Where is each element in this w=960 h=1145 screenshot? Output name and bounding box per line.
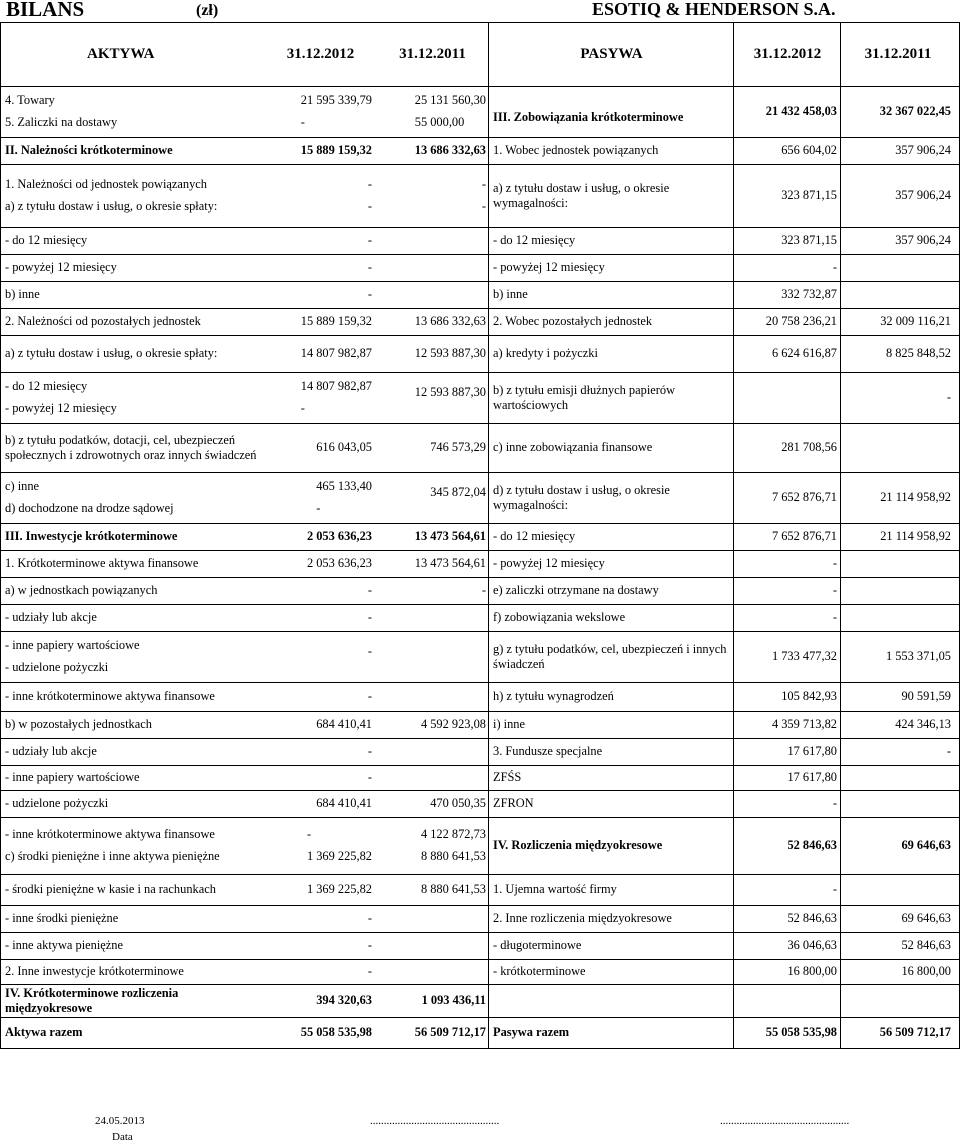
table-row bbox=[0, 791, 960, 818]
table-row bbox=[0, 473, 960, 524]
aktywa-value-2012: - bbox=[367, 770, 372, 784]
pasywa-date2-header: 31.12.2011 bbox=[841, 23, 960, 86]
pasywa-value-2011 bbox=[841, 424, 960, 472]
aktywa-value-2011: 12 593 887,30 bbox=[375, 336, 489, 372]
aktywa-value-2011: 13 686 332,63 bbox=[375, 138, 489, 164]
aktywa-value-2011: - - bbox=[375, 165, 489, 227]
report-header bbox=[0, 0, 960, 20]
aktywa-label: a) w jednostkach powiązanych bbox=[0, 578, 265, 604]
currency-unit: (zł) bbox=[196, 2, 219, 19]
pasywa-value-2012: 323 871,15 bbox=[733, 228, 841, 254]
pasywa-value-2011 bbox=[841, 766, 960, 790]
pasywa-value-2011: 16 800,00 bbox=[841, 960, 960, 984]
aktywa-value-2012: 465 133,40 - bbox=[316, 479, 372, 515]
aktywa-value-2011 bbox=[375, 933, 489, 959]
aktywa-label: b) w pozostałych jednostkach bbox=[0, 712, 265, 738]
aktywa-value-2011 bbox=[375, 683, 489, 711]
pasywa-value-2012: 6 624 616,87 bbox=[733, 336, 841, 372]
aktywa-value-2011 bbox=[375, 228, 489, 254]
pasywa-value-2011 bbox=[841, 791, 960, 817]
aktywa-value-2011 bbox=[375, 255, 489, 281]
table-row bbox=[0, 739, 960, 766]
aktywa-label: - udziały lub akcje bbox=[0, 605, 265, 631]
table-row bbox=[0, 985, 960, 1018]
aktywa-value-2012: 394 320,63 bbox=[316, 993, 372, 1007]
pasywa-value-2012: 7 652 876,71 bbox=[733, 524, 841, 550]
pasywa-value-2011: 90 591,59 bbox=[841, 683, 960, 711]
pasywa-value-2012: 52 846,63 bbox=[733, 818, 841, 874]
aktywa-value-2012: 1 369 225,82 bbox=[306, 882, 372, 896]
pasywa-value-2012: 17 617,80 bbox=[733, 739, 841, 765]
aktywa-label: b) inne bbox=[0, 282, 265, 308]
aktywa-value-2012: - bbox=[367, 287, 372, 301]
pasywa-date1-header: 31.12.2012 bbox=[733, 23, 841, 86]
pasywa-label: ZFRON bbox=[493, 796, 534, 810]
pasywa-value-2012: - bbox=[733, 255, 841, 281]
pasywa-value-2011: 56 509 712,17 bbox=[841, 1018, 960, 1048]
aktywa-label: - powyżej 12 miesięcy bbox=[0, 255, 265, 281]
pasywa-label: 1. Wobec jednostek powiązanych bbox=[493, 143, 659, 157]
pasywa-value-2012: 21 432 458,03 bbox=[733, 87, 841, 137]
table-row bbox=[0, 683, 960, 712]
company-name: ESOTIQ & HENDERSON S.A. bbox=[592, 0, 836, 19]
pasywa-label: c) inne zobowiązania finansowe bbox=[493, 440, 653, 454]
aktywa-label: a) z tytułu dostaw i usług, o okresie spłaty: bbox=[0, 336, 265, 372]
pasywa-value-2011: - bbox=[841, 373, 960, 423]
table-row bbox=[0, 906, 960, 933]
table-row bbox=[0, 255, 960, 282]
aktywa-label: - inne krótkoterminowe aktywa finansowe c) środki pieniężne i inne aktywa pieniężne bbox=[0, 818, 265, 874]
pasywa-label bbox=[489, 985, 733, 1017]
pasywa-value-2011: 357 906,24 bbox=[841, 228, 960, 254]
pasywa-value-2011: 52 846,63 bbox=[841, 933, 960, 959]
aktywa-label: - inne środki pieniężne bbox=[0, 906, 265, 932]
pasywa-label: a) kredyty i pożyczki bbox=[493, 346, 598, 360]
table-row bbox=[0, 282, 960, 309]
aktywa-value-2012: - bbox=[367, 938, 372, 952]
balance-sheet-table bbox=[0, 22, 960, 1049]
pasywa-value-2011: 1 553 371,05 bbox=[841, 632, 960, 682]
footer bbox=[0, 1112, 960, 1145]
pasywa-label: a) z tytułu dostaw i usług, o okresie wymagalności: bbox=[493, 180, 670, 210]
pasywa-value-2012: 52 846,63 bbox=[733, 906, 841, 932]
pasywa-label: IV. Rozliczenia międzyokresowe bbox=[493, 838, 663, 852]
pasywa-value-2011: - bbox=[841, 739, 960, 765]
aktywa-value-2012: 14 807 982,87 - bbox=[300, 379, 372, 415]
pasywa-value-2011 bbox=[841, 255, 960, 281]
aktywa-value-2011: - bbox=[375, 578, 489, 604]
table-row bbox=[0, 578, 960, 605]
aktywa-label: - inne papiery wartościowe bbox=[0, 766, 265, 790]
pasywa-value-2011: 357 906,24 bbox=[841, 138, 960, 164]
aktywa-value-2011: 4 122 872,73 8 880 641,53 bbox=[375, 818, 489, 874]
table-row bbox=[0, 551, 960, 578]
pasywa-value-2012: 4 359 713,82 bbox=[733, 712, 841, 738]
pasywa-label: ZFŚS bbox=[493, 770, 522, 784]
table-row bbox=[0, 605, 960, 632]
aktywa-value-2011: 56 509 712,17 bbox=[375, 1018, 489, 1048]
pasywa-label: - długoterminowe bbox=[493, 938, 582, 952]
aktywa-value-2012: - bbox=[367, 583, 372, 597]
aktywa-value-2011 bbox=[375, 632, 489, 682]
aktywa-value-2011: 345 872,04 bbox=[375, 473, 489, 523]
aktywa-value-2012: - - bbox=[367, 177, 372, 213]
table-row bbox=[0, 818, 960, 875]
aktywa-value-2011 bbox=[375, 960, 489, 984]
aktywa-label: IV. Krótkoterminowe rozliczenia międzyokresowe bbox=[0, 985, 265, 1017]
aktywa-value-2012: 684 410,41 bbox=[316, 796, 372, 810]
pasywa-value-2012: - bbox=[733, 791, 841, 817]
aktywa-value-2012: - bbox=[367, 260, 372, 274]
pasywa-value-2011: 424 346,13 bbox=[841, 712, 960, 738]
pasywa-value-2011: 69 646,63 bbox=[841, 818, 960, 874]
pasywa-value-2012: - bbox=[733, 605, 841, 631]
aktywa-label: - do 12 miesięcy - powyżej 12 miesięcy bbox=[0, 373, 265, 423]
pasywa-value-2011 bbox=[841, 985, 960, 1017]
aktywa-value-2011 bbox=[375, 906, 489, 932]
aktywa-value-2011: 25 131 560,30 55 000,00 bbox=[375, 87, 489, 137]
aktywa-header: AKTYWA bbox=[0, 23, 265, 86]
pasywa-label: b) z tytułu emisji dłużnych papierów wartościowych bbox=[493, 382, 676, 412]
table-row bbox=[0, 712, 960, 739]
aktywa-label: c) inne d) dochodzone na drodze sądowej bbox=[0, 473, 265, 523]
aktywa-value-2012: - bbox=[367, 744, 372, 758]
aktywa-value-2012: 21 595 339,79 - bbox=[300, 93, 372, 129]
aktywa-label: b) z tytułu podatków, dotacji, cel, ubezpieczeń społecznych i zdrowotnych oraz innych świadczeń bbox=[0, 424, 265, 472]
aktywa-label: II. Należności krótkoterminowe bbox=[0, 138, 265, 164]
table-row bbox=[0, 632, 960, 683]
table-row bbox=[0, 138, 960, 165]
aktywa-value-2011: 4 592 923,08 bbox=[375, 712, 489, 738]
aktywa-value-2012: 55 058 535,98 bbox=[300, 1025, 372, 1039]
aktywa-label: 1. Należności od jednostek powiązanych a) z tytułu dostaw i usług, o okresie spłaty: bbox=[0, 165, 265, 227]
aktywa-value-2012: 616 043,05 bbox=[316, 440, 372, 454]
aktywa-value-2011: 12 593 887,30 bbox=[375, 373, 489, 423]
pasywa-value-2011: 32 367 022,45 bbox=[841, 87, 960, 137]
pasywa-value-2012: 7 652 876,71 bbox=[733, 473, 841, 523]
aktywa-value-2011: 746 573,29 bbox=[375, 424, 489, 472]
aktywa-value-2012: 684 410,41 bbox=[316, 717, 372, 731]
pasywa-label: - do 12 miesięcy bbox=[493, 233, 576, 247]
table-row bbox=[0, 875, 960, 906]
table-row bbox=[0, 524, 960, 551]
aktywa-label: - udzielone pożyczki bbox=[0, 791, 265, 817]
aktywa-value-2012: - bbox=[367, 964, 372, 978]
aktywa-value-2012: - bbox=[367, 689, 372, 703]
table-row bbox=[0, 1018, 960, 1049]
table-row bbox=[0, 336, 960, 373]
aktywa-value-2012: 2 053 636,23 bbox=[306, 529, 372, 543]
aktywa-label: 2. Inne inwestycje krótkoterminowe bbox=[0, 960, 265, 984]
aktywa-date1-header: 31.12.2012 bbox=[286, 45, 355, 62]
pasywa-value-2011: 8 825 848,52 bbox=[841, 336, 960, 372]
pasywa-label: 2. Wobec pozostałych jednostek bbox=[493, 314, 653, 328]
aktywa-label: Aktywa razem bbox=[0, 1018, 265, 1048]
pasywa-value-2012: 55 058 535,98 bbox=[733, 1018, 841, 1048]
table-row bbox=[0, 165, 960, 228]
pasywa-label: g) z tytułu podatków, cel, ubezpieczeń i innych świadczeń bbox=[493, 641, 727, 671]
aktywa-label: III. Inwestycje krótkoterminowe bbox=[0, 524, 265, 550]
aktywa-value-2011: 13 473 564,61 bbox=[375, 524, 489, 550]
pasywa-value-2011: 32 009 116,21 bbox=[841, 309, 960, 335]
aktywa-value-2012: - bbox=[367, 233, 372, 247]
pasywa-value-2012: - bbox=[733, 578, 841, 604]
aktywa-value-2012: - bbox=[367, 911, 372, 925]
pasywa-value-2011: 69 646,63 bbox=[841, 906, 960, 932]
pasywa-value-2011 bbox=[841, 282, 960, 308]
pasywa-value-2012: 323 871,15 bbox=[733, 165, 841, 227]
aktywa-date2-header: 31.12.2011 bbox=[375, 23, 489, 86]
aktywa-value-2011 bbox=[375, 605, 489, 631]
pasywa-label: d) z tytułu dostaw i usług, o okresie wymagalności: bbox=[493, 482, 670, 512]
table-row bbox=[0, 960, 960, 985]
signature-line-1: ............................................... bbox=[370, 1115, 500, 1127]
pasywa-label: - krótkoterminowe bbox=[493, 964, 586, 978]
pasywa-value-2011: 21 114 958,92 bbox=[841, 473, 960, 523]
pasywa-label: III. Zobowiązania krótkoterminowe bbox=[493, 109, 684, 124]
pasywa-value-2012: 16 800,00 bbox=[733, 960, 841, 984]
aktywa-value-2012: - 1 369 225,82 bbox=[306, 827, 372, 863]
footer-date: 24.05.2013 bbox=[95, 1115, 145, 1127]
pasywa-value-2012: 105 842,93 bbox=[733, 683, 841, 711]
aktywa-value-2012: - bbox=[367, 643, 372, 658]
pasywa-label: e) zaliczki otrzymane na dostawy bbox=[493, 583, 659, 597]
pasywa-label: h) z tytułu wynagrodzeń bbox=[493, 689, 614, 703]
aktywa-value-2012: - bbox=[367, 610, 372, 624]
pasywa-label: - powyżej 12 miesięcy bbox=[493, 556, 605, 570]
pasywa-value-2011 bbox=[841, 875, 960, 905]
pasywa-value-2012: 332 732,87 bbox=[733, 282, 841, 308]
pasywa-label: b) inne bbox=[493, 287, 528, 301]
pasywa-value-2012: 1 733 477,32 bbox=[733, 632, 841, 682]
pasywa-value-2011 bbox=[841, 578, 960, 604]
pasywa-value-2011: 357 906,24 bbox=[841, 165, 960, 227]
table-row bbox=[0, 87, 960, 138]
aktywa-value-2012: 15 889 159,32 bbox=[300, 314, 372, 328]
table-row bbox=[0, 933, 960, 960]
column-header-row bbox=[0, 22, 960, 87]
aktywa-label: 2. Należności od pozostałych jednostek bbox=[0, 309, 265, 335]
pasywa-label: 2. Inne rozliczenia międzyokresowe bbox=[493, 911, 672, 925]
aktywa-label: - udziały lub akcje bbox=[0, 739, 265, 765]
aktywa-label: 4. Towary 5. Zaliczki na dostawy bbox=[0, 87, 265, 137]
pasywa-label: i) inne bbox=[493, 717, 525, 731]
pasywa-label: - do 12 miesięcy bbox=[493, 529, 576, 543]
pasywa-value-2011 bbox=[841, 605, 960, 631]
pasywa-value-2011 bbox=[841, 551, 960, 577]
pasywa-value-2012: - bbox=[733, 875, 841, 905]
report-title: BILANS bbox=[6, 0, 85, 21]
pasywa-label: - powyżej 12 miesięcy bbox=[493, 260, 605, 274]
pasywa-value-2012: 36 046,63 bbox=[733, 933, 841, 959]
pasywa-value-2012 bbox=[733, 373, 841, 423]
aktywa-label: - środki pieniężne w kasie i na rachunkach bbox=[0, 875, 265, 905]
aktywa-value-2011: 13 473 564,61 bbox=[375, 551, 489, 577]
footer-date-label: Data bbox=[112, 1131, 133, 1143]
pasywa-value-2012: 656 604,02 bbox=[733, 138, 841, 164]
aktywa-value-2011: 13 686 332,63 bbox=[375, 309, 489, 335]
table-row bbox=[0, 766, 960, 791]
aktywa-value-2012: 14 807 982,87 bbox=[300, 346, 372, 360]
aktywa-label: - inne krótkoterminowe aktywa finansowe bbox=[0, 683, 265, 711]
pasywa-label: Pasywa razem bbox=[493, 1025, 570, 1039]
pasywa-value-2012: - bbox=[733, 551, 841, 577]
aktywa-label: 1. Krótkoterminowe aktywa finansowe bbox=[0, 551, 265, 577]
pasywa-label: f) zobowiązania wekslowe bbox=[493, 610, 626, 624]
aktywa-value-2011 bbox=[375, 282, 489, 308]
table-row bbox=[0, 424, 960, 473]
pasywa-value-2012: 17 617,80 bbox=[733, 766, 841, 790]
pasywa-label: 1. Ujemna wartość firmy bbox=[493, 882, 617, 896]
aktywa-label: - do 12 miesięcy bbox=[0, 228, 265, 254]
aktywa-value-2012: 15 889 159,32 bbox=[300, 143, 372, 157]
table-body bbox=[0, 87, 960, 1049]
signature-line-2: ............................................... bbox=[720, 1115, 850, 1127]
pasywa-value-2012: 20 758 236,21 bbox=[733, 309, 841, 335]
aktywa-label: - inne papiery wartościowe - udzielone pożyczki bbox=[0, 632, 265, 682]
aktywa-value-2011 bbox=[375, 739, 489, 765]
aktywa-value-2011: 1 093 436,11 bbox=[375, 985, 489, 1017]
aktywa-value-2011 bbox=[375, 766, 489, 790]
pasywa-value-2011: 21 114 958,92 bbox=[841, 524, 960, 550]
aktywa-value-2012: 2 053 636,23 bbox=[306, 556, 372, 570]
pasywa-label: 3. Fundusze specjalne bbox=[493, 744, 603, 758]
pasywa-value-2012: 281 708,56 bbox=[733, 424, 841, 472]
table-row bbox=[0, 309, 960, 336]
aktywa-label: - inne aktywa pieniężne bbox=[0, 933, 265, 959]
aktywa-value-2011: 470 050,35 bbox=[375, 791, 489, 817]
pasywa-value-2012 bbox=[733, 985, 841, 1017]
table-row bbox=[0, 228, 960, 255]
aktywa-value-2011: 8 880 641,53 bbox=[375, 875, 489, 905]
table-row bbox=[0, 373, 960, 424]
pasywa-header: PASYWA bbox=[580, 45, 643, 62]
